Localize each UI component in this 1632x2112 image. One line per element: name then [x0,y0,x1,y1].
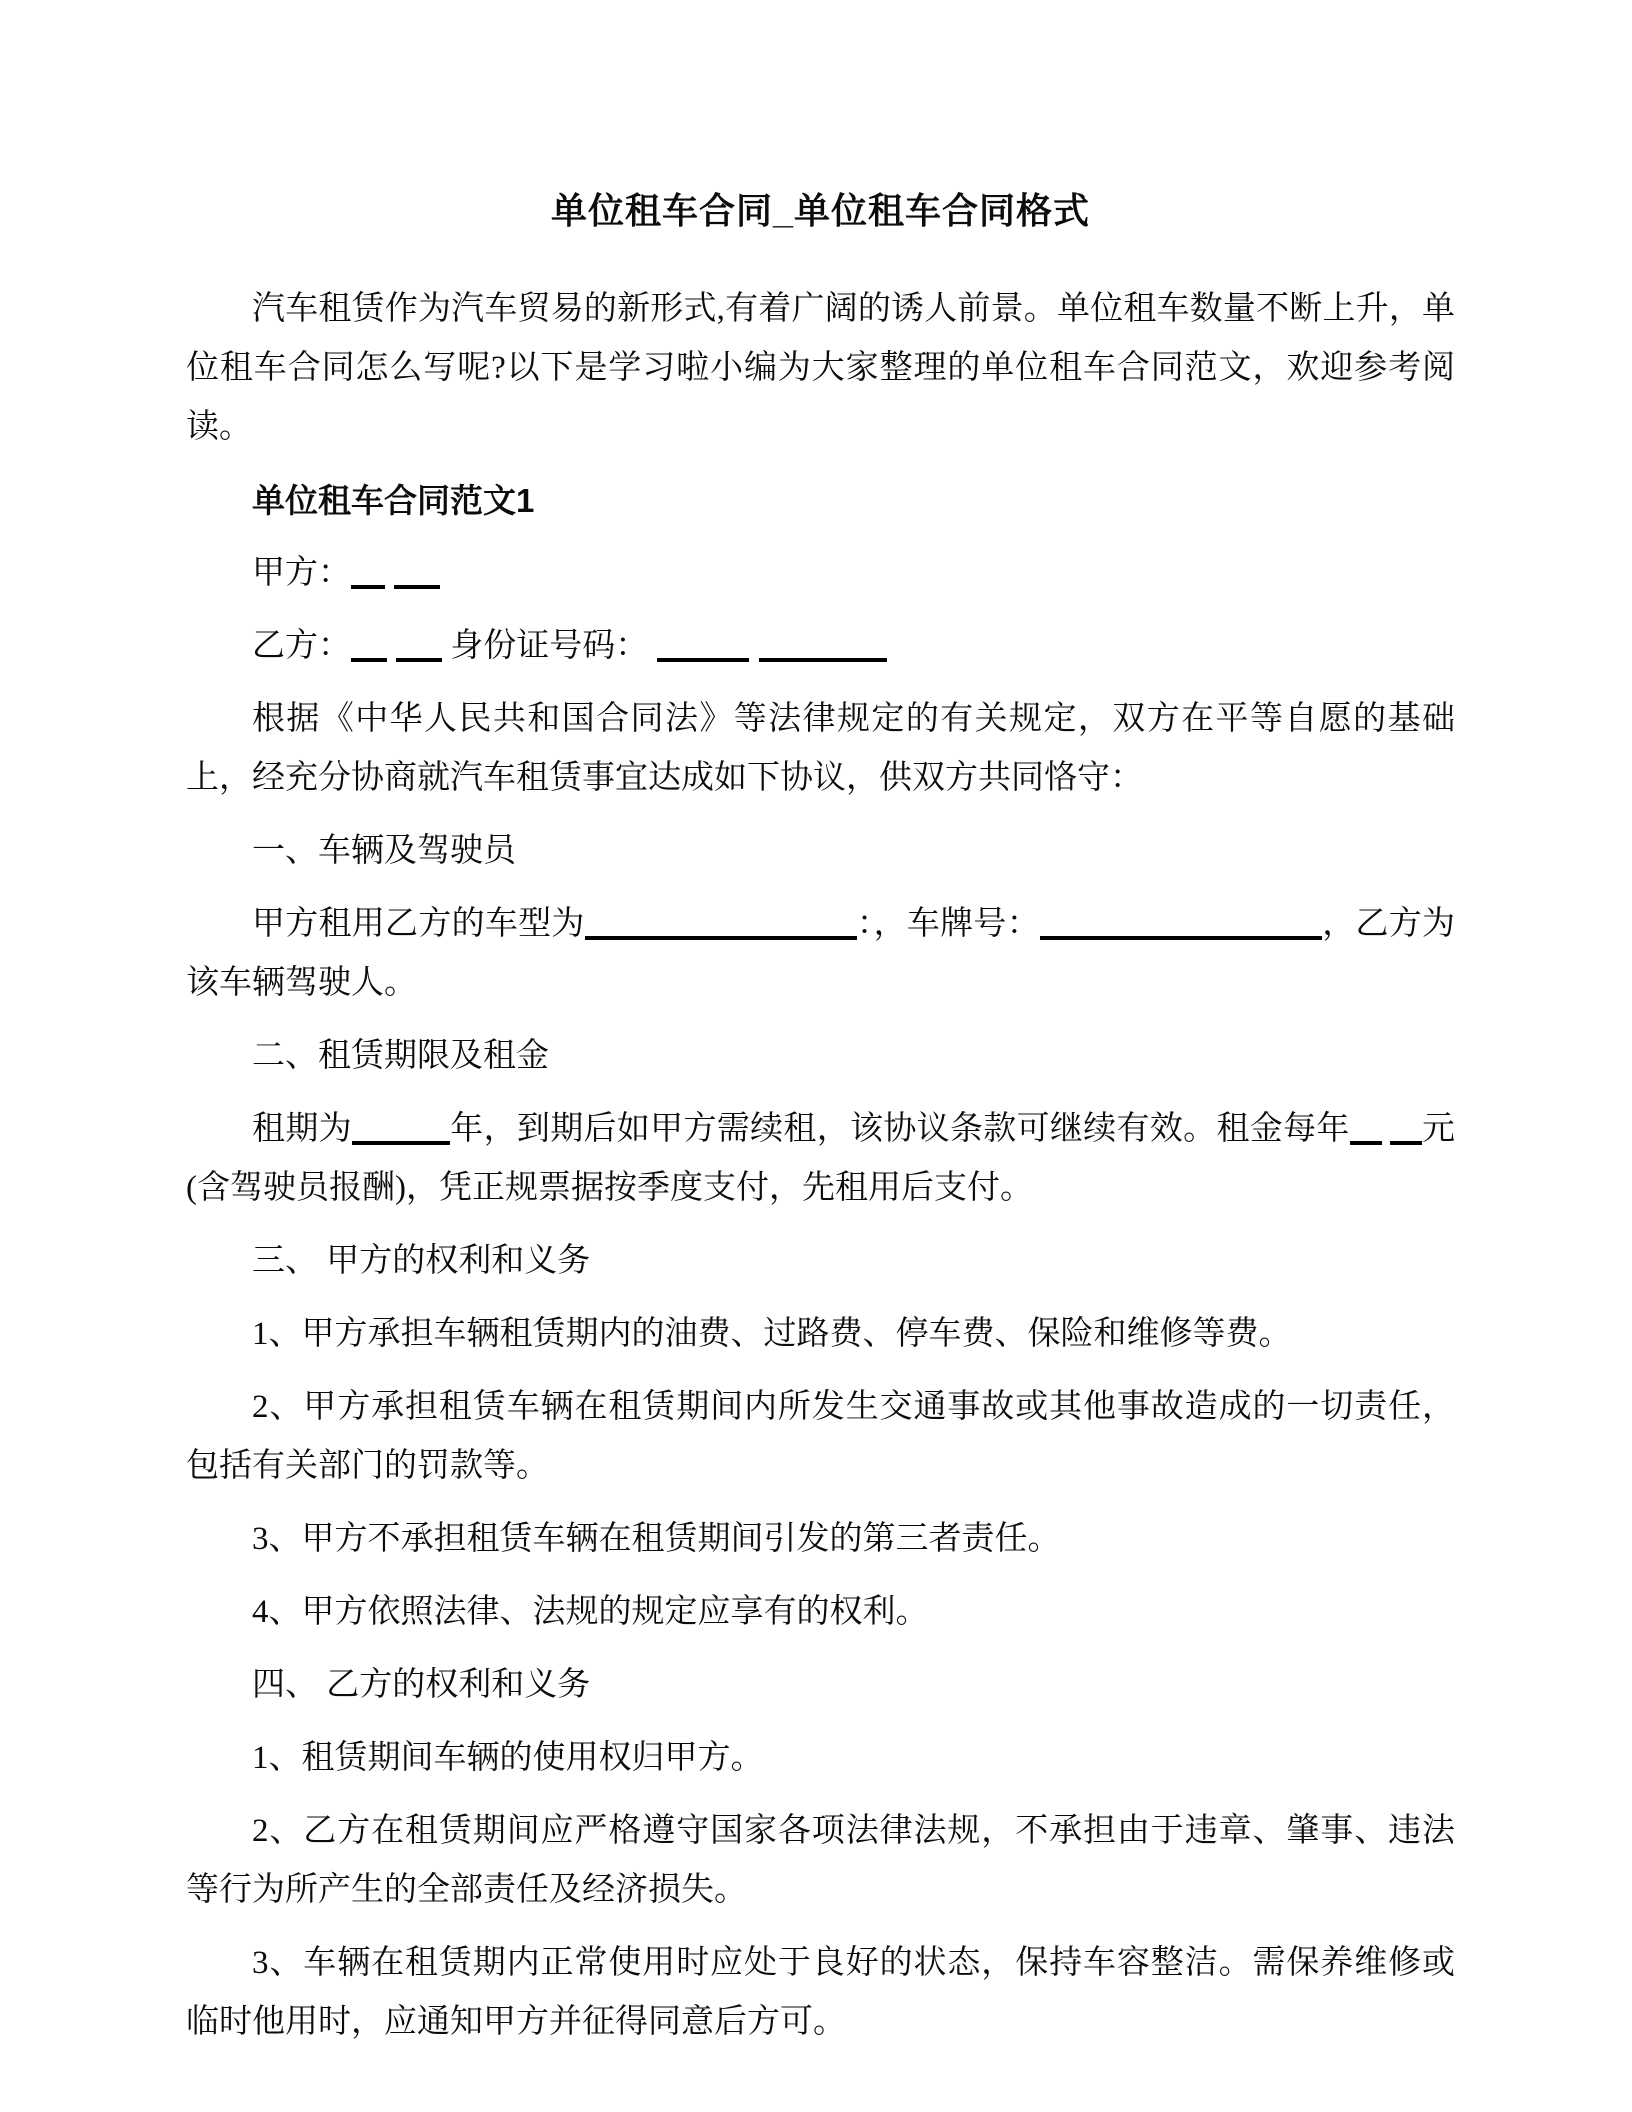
section-2-heading: 二、租赁期限及租金 [252,1038,549,1074]
party-a-duty-4: 4、甲方依照法律、法规的规定应享有的权利。 [252,1594,929,1630]
blank-gap [749,646,759,656]
fill-in-blank [394,547,440,589]
fill-in-blank [657,620,749,662]
intro-paragraph: 汽车租赁作为汽车贸易的新形式,有着广阔的诱人前景。单位租车数量不断上升，单位租车合同怎么写呢?以下是学习啦小编为大家整理的单位租车合同范文，欢迎参考阅读。 [186,291,1455,445]
section-1-heading: 一、车辆及驾驶员 [252,833,516,869]
party-b-line: 乙方： 身份证号码： [186,617,1455,676]
party-b-duty-2: 2、乙方在租赁期间应严格遵守国家各项法律法规，不承担由于违章、肇事、违法等行为所产生的全部责任及经济损失。 [186,1813,1455,1908]
fill-in-blank [585,898,857,940]
section-4-heading: 四、 乙方的权利和义务 [252,1667,591,1703]
fill-in-blank [352,1103,450,1145]
party-b-duty-3: 3、车辆在租赁期内正常使用时应处于良好的状态，保持车容整洁。需保养维修或临时他用时，应通知甲方并征得同意后方可。 [186,1945,1455,2040]
fill-in-blank [1040,898,1322,940]
fill-in-blank [759,620,887,662]
blank-gap [1382,1129,1390,1139]
fill-in-blank [351,620,387,662]
party-b-duty-1: 1、租赁期间车辆的使用权归甲方。 [252,1740,764,1776]
party-a-duty-1: 1、甲方承担车辆租赁期内的油费、过路费、停车费、保险和维修等费。 [252,1316,1292,1352]
section-3-heading: 三、 甲方的权利和义务 [252,1243,591,1279]
sample-1-heading: 单位租车合同范文1 [252,482,535,519]
vehicle-clause: 甲方租用乙方的车型为 ：，车牌号： ，乙方为该车辆驾驶人。 [186,895,1455,1013]
party-a-duty-3: 3、甲方不承担租赁车辆在租赁期间引发的第三者责任。 [252,1521,1061,1557]
fill-in-blank [351,547,385,589]
document-title: 单位租车合同_单位租车合同格式 [550,190,1091,231]
fill-in-blank [1350,1103,1382,1145]
blank-gap [387,646,396,656]
blank-gap [385,573,394,583]
fill-in-blank [396,620,442,662]
fill-in-blank [1390,1103,1422,1145]
rent-clause: 租期为 年，到期后如甲方需续租，该协议条款可继续有效。租金每年 元(含驾驶员报酬)，凭正规票据按季度支付，先租用后支付。 [186,1100,1455,1218]
party-a-line: 甲方： [186,544,1455,603]
legal-basis-paragraph: 根据《中华人民共和国合同法》等法律规定的有关规定，双方在平等自愿的基础上，经充分协商就汽车租赁事宜达成如下协议，供双方共同恪守： [186,701,1455,796]
party-a-duty-2: 2、甲方承担租赁车辆在租赁期间内所发生交通事故或其他事故造成的一切责任，包括有关部门的罚款等。 [186,1389,1455,1484]
document-body [186,280,1455,2052]
